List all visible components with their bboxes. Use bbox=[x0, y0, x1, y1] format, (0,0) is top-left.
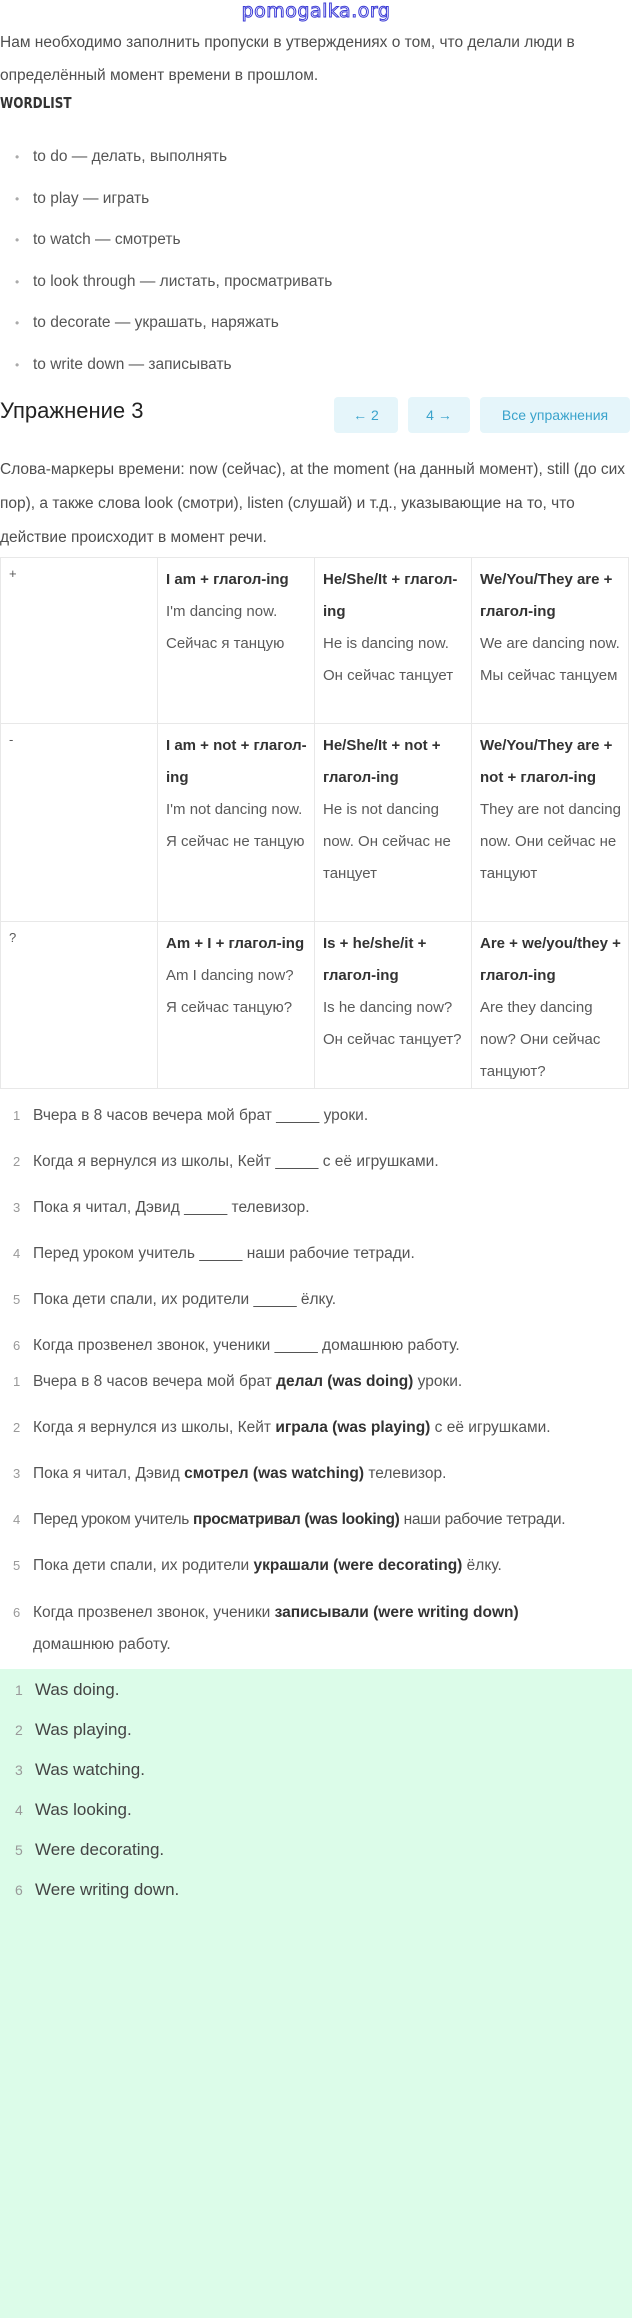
answers-panel-fill bbox=[0, 1918, 632, 2318]
bullet-icon: • bbox=[15, 357, 20, 372]
example: He is dancing now. Он сейчас танцует bbox=[323, 635, 454, 684]
question-item bbox=[0, 1193, 632, 1223]
prev-exercise-button[interactable]: ← 2 bbox=[334, 397, 398, 433]
text: наши рабочие тетради. bbox=[246, 1245, 415, 1262]
answer-item bbox=[0, 1796, 632, 1824]
answer-item bbox=[0, 1876, 632, 1904]
blank: _____ bbox=[276, 1107, 320, 1124]
bullet-icon: • bbox=[15, 233, 20, 248]
text: Перед уроком учитель bbox=[33, 1511, 190, 1528]
example: I'm not dancing now. Я сейчас не танцую bbox=[166, 801, 305, 850]
item-number: 5 bbox=[15, 1842, 23, 1858]
text: Когда прозвенел звонок, ученики bbox=[33, 1337, 271, 1354]
table-cell bbox=[472, 922, 629, 1089]
text: ёлку. bbox=[466, 1557, 502, 1574]
table-row bbox=[1, 724, 629, 922]
question-item bbox=[0, 1285, 632, 1315]
table-cell bbox=[472, 558, 629, 724]
text: Пока дети спали, их родители bbox=[33, 1291, 250, 1308]
blank: _____ bbox=[199, 1245, 243, 1262]
question-item bbox=[0, 1239, 632, 1269]
item-number: 1 bbox=[13, 1374, 21, 1389]
rule: Are + we/you/they + глагол-ing bbox=[480, 935, 621, 984]
text: домашнюю работу. bbox=[33, 1636, 171, 1653]
answer-text: записывали (were writing down) bbox=[274, 1604, 519, 1621]
item-number: 6 bbox=[13, 1605, 21, 1620]
item-number: 6 bbox=[15, 1882, 23, 1898]
text: телевизор. bbox=[231, 1199, 310, 1216]
example: They are not dancing now. Они сейчас не танцуют bbox=[480, 801, 621, 882]
answer-text: просматривал (was looking) bbox=[193, 1511, 400, 1528]
wordlist-item-text: to write down — записывать bbox=[33, 355, 232, 373]
item-number: 4 bbox=[13, 1246, 21, 1261]
item-number: 2 bbox=[13, 1420, 21, 1435]
wordlist bbox=[0, 140, 332, 390]
item-number: 4 bbox=[13, 1512, 20, 1527]
example: I'm dancing now. Сейчас я танцую bbox=[166, 603, 285, 652]
answer-text: играла (was playing) bbox=[275, 1419, 431, 1436]
grammar-table bbox=[0, 557, 629, 1089]
example: We are dancing now. Мы сейчас танцуем bbox=[480, 635, 620, 684]
wordlist-item-text: to decorate — украшать, наряжать bbox=[33, 314, 279, 332]
blank: _____ bbox=[253, 1291, 297, 1308]
answer-text: Was playing. bbox=[35, 1720, 132, 1739]
answer-item bbox=[0, 1836, 632, 1864]
question-item bbox=[0, 1147, 632, 1177]
rule: I am + глагол-ing bbox=[166, 571, 289, 588]
blank: _____ bbox=[275, 1153, 319, 1170]
answer-text: смотрел (was watching) bbox=[184, 1465, 365, 1482]
answer-text: делал (was doing) bbox=[276, 1373, 414, 1390]
example: Is he dancing now? Он сейчас танцует? bbox=[323, 999, 462, 1048]
bullet-icon: • bbox=[15, 316, 20, 331]
table-cell bbox=[158, 558, 315, 724]
wordlist-item-text: to watch — смотреть bbox=[33, 231, 181, 249]
row-sign: ? bbox=[1, 922, 158, 1089]
item-number: 2 bbox=[13, 1154, 21, 1169]
table-row bbox=[1, 922, 629, 1089]
translation-item bbox=[0, 1551, 632, 1581]
answers-list bbox=[0, 1676, 632, 1904]
rule: He/She/It + not + глагол-ing bbox=[323, 737, 441, 786]
table-row bbox=[1, 558, 629, 724]
item-number: 2 bbox=[15, 1722, 23, 1738]
answer-text: Were writing down. bbox=[35, 1880, 180, 1899]
text: Когда я вернулся из школы, Кейт bbox=[33, 1419, 271, 1436]
answer-text: Was watching. bbox=[35, 1760, 145, 1779]
text: ёлку. bbox=[300, 1291, 337, 1308]
text: Когда я вернулся из школы, Кейт bbox=[33, 1153, 271, 1170]
time-markers-text: Слова-маркеры времени: now (сейчас), at the moment (на данный момент), still (до сих пор), а также слова look (смотри), listen (слушай) и т.д., указывающие на то, что действие происходит в момент речи. bbox=[0, 461, 626, 546]
answer-text: Were decorating. bbox=[35, 1840, 165, 1859]
translation-item bbox=[0, 1413, 632, 1443]
wordlist-item bbox=[0, 265, 332, 307]
text: Перед уроком учитель bbox=[33, 1245, 196, 1262]
item-number: 4 bbox=[15, 1802, 23, 1818]
table-cell bbox=[315, 922, 472, 1089]
text: уроки. bbox=[323, 1107, 369, 1124]
text: телевизор. bbox=[368, 1465, 447, 1482]
next-exercise-button[interactable]: 4 → bbox=[408, 397, 470, 433]
item-number: 3 bbox=[13, 1200, 21, 1215]
wordlist-item bbox=[0, 348, 332, 390]
text: уроки. bbox=[417, 1373, 463, 1390]
wordlist-item bbox=[0, 306, 332, 348]
text: с её игрушками. bbox=[322, 1153, 439, 1170]
bullet-icon: • bbox=[15, 191, 20, 206]
wordlist-item-text: to play — играть bbox=[33, 189, 150, 207]
rule: Is + he/she/it + глагол-ing bbox=[323, 935, 427, 984]
rule: I am + not + глагол-ing bbox=[166, 737, 307, 786]
wordlist-item-text: to look through — листать, просматривать bbox=[33, 272, 333, 290]
item-number: 5 bbox=[13, 1292, 21, 1307]
answer-text: Was looking. bbox=[35, 1800, 132, 1819]
answers-panel bbox=[0, 1669, 632, 1918]
rule: He/She/It + глагол-ing bbox=[323, 571, 458, 620]
question-item bbox=[0, 1101, 632, 1131]
site-logo: pomogalka.org bbox=[241, 0, 391, 22]
item-number: 1 bbox=[15, 1682, 23, 1698]
wordlist-item bbox=[0, 182, 332, 224]
content-flow bbox=[0, 557, 632, 2318]
intro-text: Нам необходимо заполнить пропуски в утверждениях о том, что делали люди в определённый момент времени в прошлом. bbox=[0, 34, 575, 84]
all-exercises-button[interactable]: Все упражнения bbox=[480, 397, 630, 433]
answer-text: Was doing. bbox=[35, 1680, 120, 1699]
item-number: 3 bbox=[15, 1762, 23, 1778]
row-sign: - bbox=[1, 724, 158, 922]
answer-item bbox=[0, 1756, 632, 1784]
item-number: 1 bbox=[13, 1108, 21, 1123]
rule: Am + I + глагол-ing bbox=[166, 935, 305, 952]
rule: We/You/They are + not + глагол-ing bbox=[480, 737, 613, 786]
text: Когда прозвенел звонок, ученики bbox=[33, 1604, 271, 1621]
bullet-icon: • bbox=[15, 274, 20, 289]
translations-list bbox=[0, 1367, 632, 1661]
example: He is not dancing now. Он сейчас не танцует bbox=[323, 801, 451, 882]
row-sign: + bbox=[1, 558, 158, 724]
translation-item bbox=[0, 1367, 632, 1397]
blank: _____ bbox=[274, 1337, 318, 1354]
translation-item bbox=[0, 1597, 593, 1661]
answer-text: украшали (were decorating) bbox=[253, 1557, 463, 1574]
table-cell bbox=[315, 558, 472, 724]
bullet-icon: • bbox=[15, 150, 20, 164]
question-item bbox=[0, 1331, 632, 1361]
wordlist-item-text: to do — делать, выполнять bbox=[33, 148, 228, 165]
wordlist-title: WORDLIST bbox=[0, 94, 72, 112]
translation-item bbox=[0, 1459, 632, 1489]
text: наши рабочие тетради. bbox=[403, 1511, 566, 1528]
answer-item bbox=[0, 1676, 632, 1704]
item-number: 3 bbox=[13, 1466, 21, 1481]
text: Пока я читал, Дэвид bbox=[33, 1465, 180, 1482]
example: Am I dancing now? Я сейчас танцую? bbox=[166, 967, 294, 1016]
text: Пока я читал, Дэвид bbox=[33, 1199, 180, 1216]
text: домашнюю работу. bbox=[322, 1337, 460, 1354]
rule: We/You/They are + глагол-ing bbox=[480, 571, 613, 620]
item-number: 5 bbox=[13, 1558, 21, 1573]
example: Are they dancing now? Они сейчас танцуют? bbox=[480, 999, 601, 1080]
exercise-title: Упражнение 3 bbox=[0, 398, 144, 423]
text: Вчера в 8 часов вечера мой брат bbox=[33, 1107, 272, 1124]
table-cell bbox=[315, 724, 472, 922]
text: с её игрушками. bbox=[434, 1419, 551, 1436]
table-cell bbox=[472, 724, 629, 922]
wordlist-item bbox=[0, 223, 332, 265]
text: Пока дети спали, их родители bbox=[33, 1557, 250, 1574]
blank: _____ bbox=[184, 1199, 228, 1216]
wordlist-item bbox=[0, 140, 332, 182]
table-cell bbox=[158, 922, 315, 1089]
text: Вчера в 8 часов вечера мой брат bbox=[33, 1373, 272, 1390]
questions-list bbox=[0, 1101, 632, 1361]
item-number: 6 bbox=[13, 1338, 21, 1353]
translation-item bbox=[0, 1505, 632, 1535]
answer-item bbox=[0, 1716, 632, 1744]
table-cell bbox=[158, 724, 315, 922]
